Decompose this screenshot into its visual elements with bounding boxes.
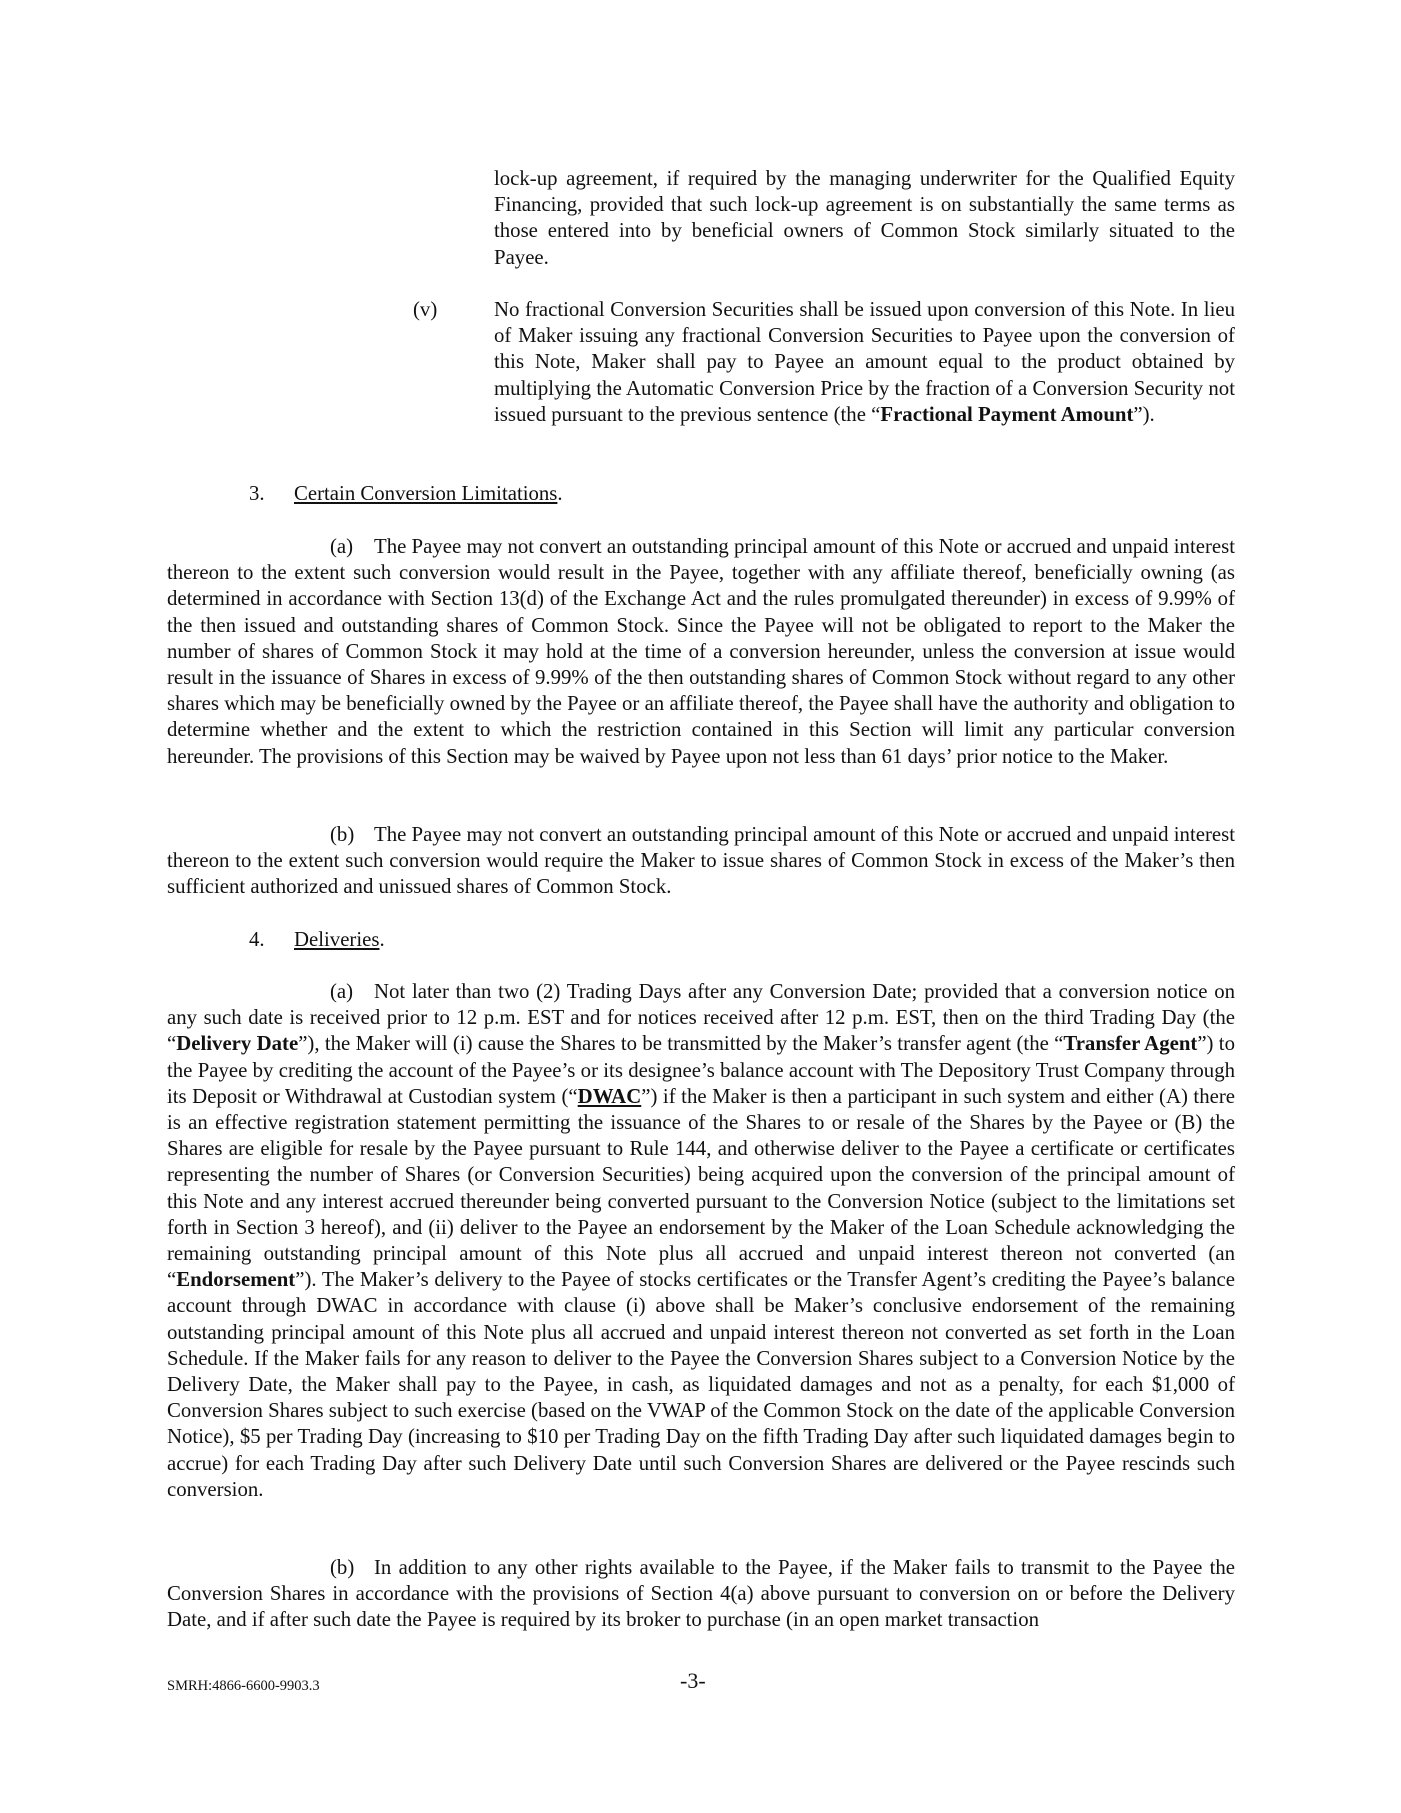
- term-transfer-agent: Transfer Agent: [1063, 1032, 1198, 1056]
- clause-v-text: No fractional Conversion Securities shall be issued upon conversion of this Note. In lieu of Maker issuing any fractional Conversion Securities to Payee upon the conversion of this Note, Maker shall pay to Payee an amount equal to the product obtained by multiplying the Automatic Conversion Price by the fraction of a Conversion Security not issued pursuant to the previous sentence (the “Fractional Payment Amount”).: [494, 298, 1235, 426]
- footer-document-id: SMRH:4866-6600-9903.3: [167, 1678, 320, 1694]
- term-dwac: DWAC: [577, 1084, 642, 1108]
- section-4-number: 4.: [249, 928, 265, 951]
- section-3a-label: (a): [330, 535, 354, 558]
- term-fractional-payment-amount: Fractional Payment Amount: [880, 402, 1134, 426]
- section-3-title: Certain Conversion Limitations.: [294, 482, 563, 505]
- clause-v-label: (v): [413, 298, 438, 321]
- section-4a-paragraph: (a) Not later than two (2) Trading Days after any Conversion Date; provided that a conversion notice on any such date is received prior to 12 p.m. EST and for notices received after 12 p.m. EST, then on the third Trading Day (the “Delivery Date”), the Maker will (i) cause the Shares to be transmitted by the Maker’s transfer agent (the “Transfer Agent”) to the Payee by crediting the account of the Payee’s or its designee’s balance account with The Depository Trust Company through its Deposit or Withdrawal at Custodian system (“DWAC”) if the Maker is then a participant in such system and either (A) there is an effective registration statement permitting the issuance of the Shares to or resale of the Shares by the Payee or (B) the Shares are eligible for resale by the Payee pursuant to Rule 144, and otherwise deliver to the Payee a certificate or certificates representing the number of Shares (or Conversion Securities) being acquired upon the conversion of the principal amount of this Note and any interest accrued thereunder being converted pursuant to the Conversion Notice (subject to the limitations set forth in Section 3 hereof), and (ii) deliver to the Payee an endorsement by the Maker of the Loan Schedule acknowledging the remaining outstanding principal amount of this Note plus all accrued and unpaid interest thereon not converted (an “Endorsement”). The Maker’s delivery to the Payee of stocks certificates or the Transfer Agent’s crediting the Payee’s balance account through DWAC in accordance with clause (i) above shall be Maker’s conclusive endorsement of the remaining outstanding principal amount of this Note plus all accrued and unpaid interest thereon not converted as set forth in the Loan Schedule. If the Maker fails for any reason to deliver to the Payee the Conversion Shares subject to a Conversion Notice by the Delivery Date, the Maker shall pay to the Payee, in cash, as liquidated damages and not as a penalty, for each $1,000 of Conversion Shares subject to such exercise (based on the VWAP of the Common Stock on the date of the applicable Conversion Notice), $5 per Trading Day (increasing to $10 per Trading Day on the fifth Trading Day after such liquidated damages begin to accrue) for each Trading Day after such Delivery Date until such Conversion Shares are delivered or the Payee rescinds such conversion.: [167, 980, 1235, 1501]
- term-endorsement: Endorsement: [176, 1268, 296, 1292]
- section-3-number: 3.: [249, 482, 265, 505]
- footer-page-number: -3-: [680, 1668, 706, 1693]
- section-4-title: Deliveries.: [294, 928, 385, 951]
- section-4b-label: (b): [330, 1556, 355, 1579]
- section-3b-label: (b): [330, 823, 355, 846]
- section-4a-label: (a): [330, 980, 354, 1003]
- section-3a-paragraph: (a) The Payee may not convert an outstanding principal amount of this Note or accrued and unpaid interest thereon to the extent such conversion would result in the Payee, together with any affiliate thereof, beneficially owning (as determined in accordance with Section 13(d) of the Exchange Act and the rules promulgated thereunder) in excess of 9.99% of the then issued and outstanding shares of Common Stock. Since the Payee will not be obligated to report to the Maker the number of shares of Common Stock it may hold at the time of a conversion hereunder, unless the conversion at issue would result in the issuance of Shares in excess of 9.99% of the then outstanding shares of Common Stock without regard to any other shares which may be beneficially owned by the Payee or an affiliate thereof, the Payee shall have the authority and obligation to determine whether and the extent to which the restriction contained in this Section will limit any particular conversion hereunder. The provisions of this Section may be waived by Payee upon not less than 61 days’ prior notice to the Maker.: [167, 535, 1235, 768]
- term-delivery-date: Delivery Date: [176, 1032, 299, 1056]
- paragraph-lockup-continuation: lock-up agreement, if required by the managing underwriter for the Qualified Equity Financing, provided that such lock-up agreement is on substantially the same terms as those entered into by beneficial owners of Common Stock similarly situated to the Payee.: [494, 167, 1235, 269]
- section-4b-paragraph: (b) In addition to any other rights available to the Payee, if the Maker fails to transmit to the Payee the Conversion Shares in accordance with the provisions of Section 4(a) above pursuant to conversion on or before the Delivery Date, and if after such date the Payee is required by its broker to purchase (in an open market transaction: [167, 1556, 1235, 1632]
- section-3b-paragraph: (b) The Payee may not convert an outstanding principal amount of this Note or accrued and unpaid interest thereon to the extent such conversion would require the Maker to issue shares of Common Stock in excess of the Maker’s then sufficient authorized and unissued shares of Common Stock.: [167, 823, 1235, 899]
